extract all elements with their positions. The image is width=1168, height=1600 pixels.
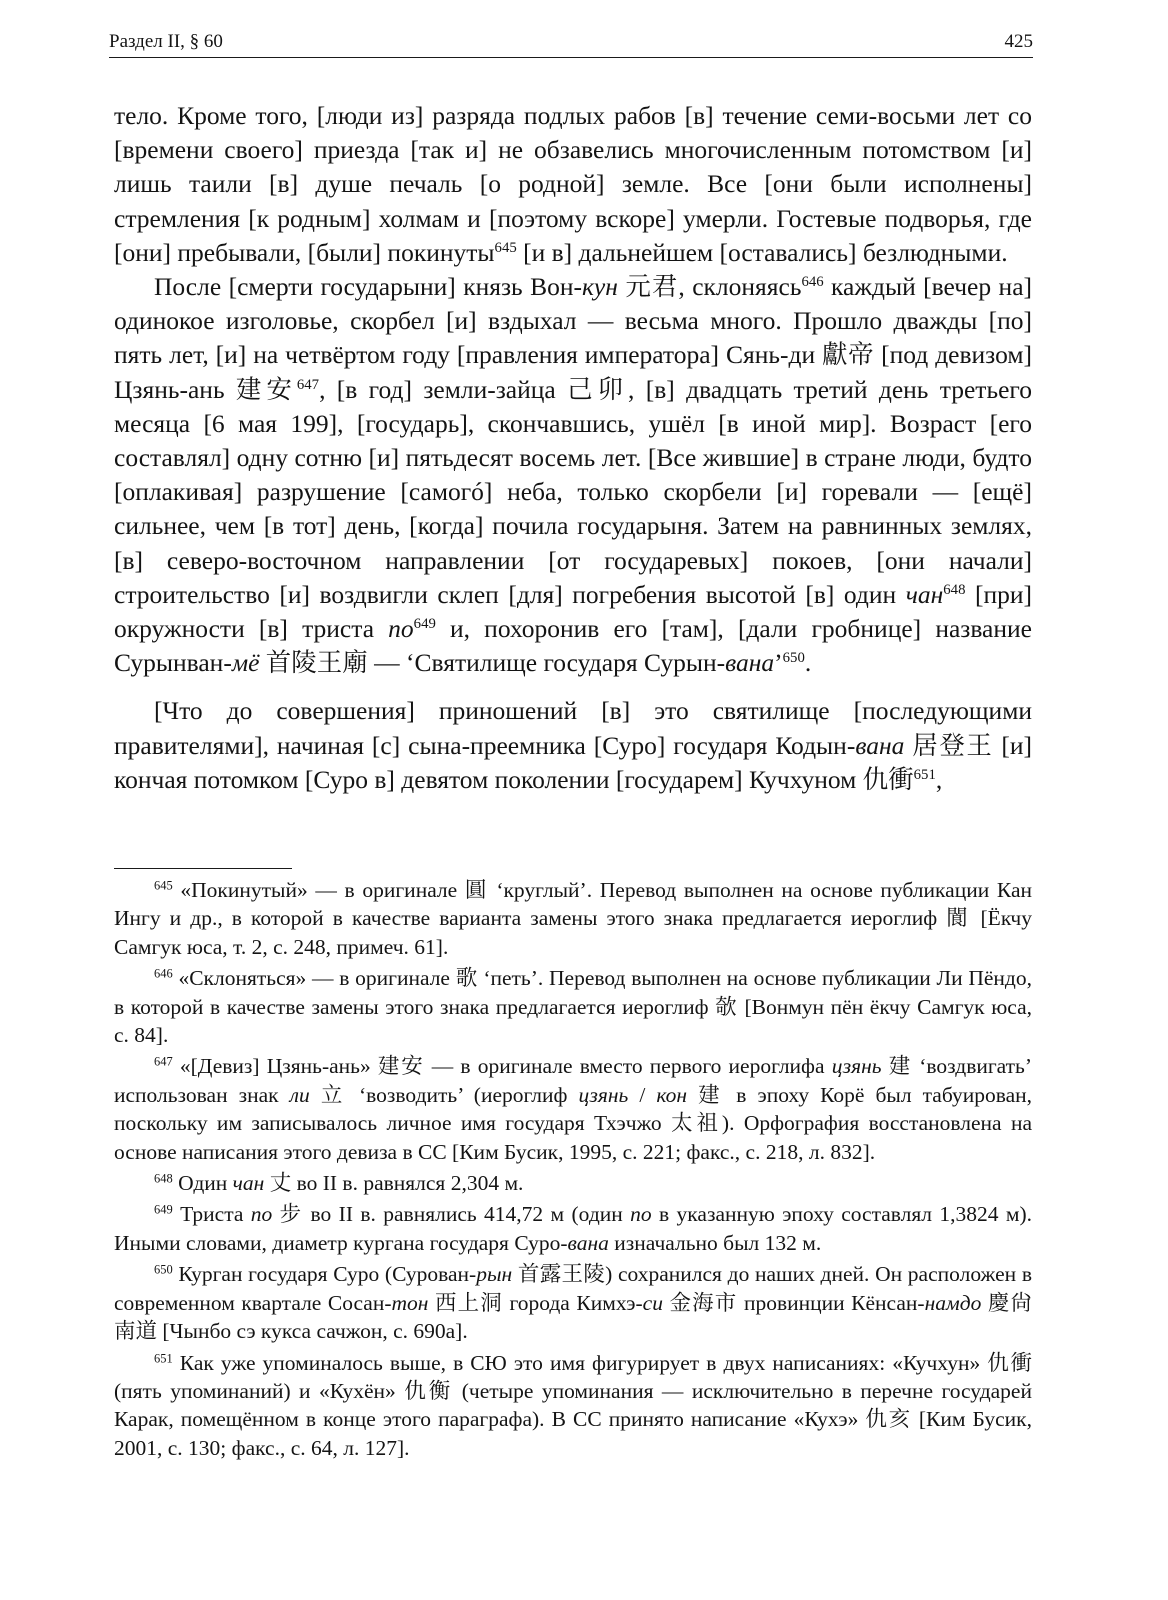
italic-term: цзянь xyxy=(831,1054,882,1079)
footnote-ref-646[interactable]: 646 xyxy=(801,273,824,290)
italic-term: кон xyxy=(656,1082,688,1107)
text-run: 金海市 провинции Кёнсан- xyxy=(662,1290,925,1315)
text-run: / xyxy=(628,1082,657,1107)
italic-term: рын xyxy=(476,1262,513,1287)
italic-term: чан xyxy=(905,579,944,609)
footnote-646 xyxy=(114,964,1032,1049)
text-run: , xyxy=(935,764,943,794)
italic-term: вана xyxy=(855,730,905,760)
main-text xyxy=(114,99,1032,797)
footnote-number: 647 xyxy=(154,1054,173,1069)
text-run: 丈 во II в. равнялся 2,304 м. xyxy=(264,1171,524,1196)
footnote-ref-650[interactable]: 650 xyxy=(782,650,805,667)
text-run: Как уже упоминалось выше, в СЮ это имя фигурирует в двух написаниях: «Кучхун» 仇衝 (пять упоминаний) и «Кухён» 仇衡 (четыре упоминания — исключительно в перечне государей Карак, помещённом в конце этого параграфа). В СС принято написание «Кухэ» 仇亥 [Ким Бусик, 2001, с. 130; факс., с. 64, л. 127]. xyxy=(114,1350,1032,1460)
footnote-number: 649 xyxy=(154,1202,173,1217)
italic-term: чан xyxy=(232,1171,265,1196)
italic-term: мё xyxy=(231,648,260,678)
text-run: в указанную эпоху составлял 1,3824 м). Иными словами, диаметр кургана государя Суро- xyxy=(114,1202,1033,1255)
text-run: «[Девиз] Цзянь-ань» 建安 — в оригинале вместо первого иероглифа xyxy=(179,1054,832,1079)
text-run: . xyxy=(804,648,812,678)
text-run: и, похоронив его [там], [дали гробнице] название Сурынван- xyxy=(114,614,1032,678)
footnote-ref-645[interactable]: 645 xyxy=(494,239,517,256)
italic-term: вана xyxy=(567,1230,609,1255)
italic-term: по xyxy=(250,1202,273,1227)
footnote-650 xyxy=(114,1260,1032,1345)
text-run: 首露王陵) сохранился до наших дней. Он расположен в современном квартале Сосан- xyxy=(114,1262,1033,1315)
footnote-ref-651[interactable]: 651 xyxy=(913,766,936,783)
footnotes xyxy=(114,876,1032,1465)
text-run: 慶尙南道 [Чынбо сэ кукса сачжон, с. 690а]. xyxy=(114,1290,1032,1344)
text-run: «Покинутый» — в оригинале 圓 ‘круглый’. Перевод выполнен на основе публикации Кан Ингу и др., в которой в качестве варианта замены этого знака предлагается иероглиф 閬 [Ёкчу Самгук юса, т. 2, с. 248, примеч. 61]. xyxy=(114,878,1032,959)
footnote-number: 651 xyxy=(154,1350,173,1365)
text-run: Один xyxy=(178,1171,233,1196)
section-label: Раздел II, § 60 xyxy=(109,31,223,52)
footnote-ref-647[interactable]: 647 xyxy=(296,376,320,393)
paragraph-1 xyxy=(114,99,1032,270)
footnote-ref-648[interactable]: 648 xyxy=(943,581,966,598)
text-run: 步 во II в. равнялись 414,72 м (один xyxy=(272,1202,631,1227)
italic-term: си xyxy=(642,1290,663,1315)
text-run: 西上洞 города Кимхэ- xyxy=(428,1290,643,1315)
text-run: ’ xyxy=(774,648,783,678)
italic-term: по xyxy=(630,1202,652,1227)
text-run: Курган государя Суро (Сурован- xyxy=(178,1262,477,1287)
text-run: 立 ‘возводить’ (иероглиф xyxy=(309,1082,579,1107)
italic-term: цзянь xyxy=(578,1082,629,1107)
footnote-651 xyxy=(114,1349,1032,1463)
footnote-648 xyxy=(114,1169,1032,1197)
text-run: 居登王 [и] кончая потомком [Суро в] девятом поколении [государем] Кучхуном 仇衝 xyxy=(114,730,1032,794)
footnote-number: 645 xyxy=(154,878,173,893)
text-run: «Склоняться» — в оригинале 歌 ‘петь’. Перевод выполнен на основе публикации Ли Пёндо, в которой в качестве замены этого знака предлагается иероглиф 欹 [Вонмун пён ёкчу Самгук юса, с. 84]. xyxy=(114,966,1032,1048)
text-run: После [смерти государыни] князь Вон- xyxy=(154,272,582,302)
italic-term: кун xyxy=(581,272,618,302)
running-header xyxy=(109,31,1033,58)
footnote-number: 650 xyxy=(154,1262,173,1277)
text-run: [и в] дальнейшем [оставались] безлюдными. xyxy=(516,237,1008,267)
text-run: изначально был 132 м. xyxy=(608,1230,822,1255)
footnote-ref-649[interactable]: 649 xyxy=(413,615,436,632)
text-run: , [в год] земли-зайца 己卯, [в] двадцать третий день третьего месяца [6 мая 199], [государь], скончавшись, ушёл [в иной мир]. Возраст [его составлял] одну сотню [и] пятьдесят восемь лет. [Все жившие] в стране люди, будто [оплакивая] разрушение [самогó] неба, только скорбели [и] горевали — [ещё] сильнее, чем [в тот] день, [когда] почила государыня. Затем на равнинных землях, [в] северо-восточном направлении [от государевых] покоев, [они начали] строительство [и] воздвигли склеп [для] погребения высотой [в] один xyxy=(114,374,1032,609)
text-run: тело. Кроме того, [люди из] разряда подлых рабов [в] течение семи-восьми лет со [времени своего] приезда [так и] не обзавелись многочисленным потомством [и] лишь таили [в] душе печаль [о родной] земле. Все [они были исполнены] стремления [к родным] холмам и [поэтому вскоре] умерли. Гостевые подворья, где [они] пребывали, [были] покинуты xyxy=(114,101,1032,267)
footnote-number: 648 xyxy=(154,1171,173,1186)
italic-term: по xyxy=(388,614,414,644)
text-run: Триста xyxy=(180,1202,251,1227)
italic-term: вана xyxy=(725,648,775,678)
footnote-645 xyxy=(114,876,1032,961)
italic-term: намдо xyxy=(924,1290,982,1315)
footnote-647 xyxy=(114,1052,1032,1166)
text-run: 首陵王廟 — ‘Святилище государя Сурын- xyxy=(259,648,726,678)
text-run: каждый [вечер на] одинокое изголовье, скорбел [и] вздыхал — весьма много. Прошло дважды [по] пять лет, [и] на четвёртом году [правления императора] Сянь-ди 獻帝 [под девизом] Цзянь-ань 建安 xyxy=(114,272,1033,404)
paragraph-2 xyxy=(114,270,1032,680)
page-number: 425 xyxy=(1004,31,1033,52)
text-run: [Что до совершения] приношений [в] это святилище [последующими правителями], начиная [с] сына-преемника [Суро] государя Кодын- xyxy=(114,696,1032,760)
text-run: 建 в эпоху Корё был табуирован, поскольку им записывалось личное имя государя Тхэчжо 太祖). Орфография восстановлена на основе написания этого девиза в СС [Ким Бусик, 1995, с. 221; факс., с. 218, л. 832]. xyxy=(114,1082,1032,1164)
footnote-number: 646 xyxy=(154,966,173,981)
italic-term: ли xyxy=(289,1082,310,1107)
text-run: 元君, склоняясь xyxy=(617,272,802,302)
italic-term: тон xyxy=(391,1290,429,1315)
text-run: [при] окружности [в] триста xyxy=(114,579,1033,644)
text-run: 建 ‘воздвигать’ использован знак xyxy=(114,1054,1033,1107)
paragraph-3 xyxy=(114,694,1032,797)
footnote-separator xyxy=(114,868,292,869)
footnote-649 xyxy=(114,1200,1032,1257)
